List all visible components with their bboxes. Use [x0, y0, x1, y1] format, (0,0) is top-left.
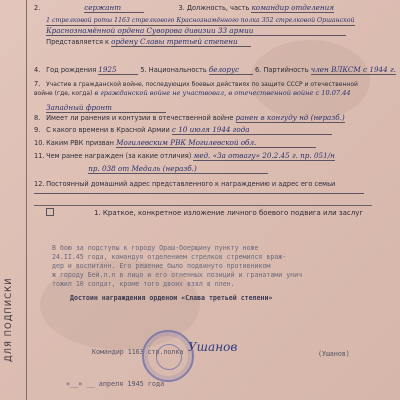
side-label: ДЛЯ ПОДПИСКИ — [4, 277, 14, 363]
form-row-rank — [34, 4, 334, 13]
birth-year-label: Год рождения — [46, 66, 97, 74]
checkbox-mark — [46, 208, 54, 216]
row-number: 12. — [34, 180, 45, 188]
form-row-war-participation — [34, 80, 374, 98]
feat-section-title: 1. Краткое, конкретное изложение личного боевого подвига или заслуг — [94, 209, 364, 217]
official-stamp — [142, 330, 194, 382]
award-recommendation: Достоин награждения орденом «Слава третьей степени» — [70, 294, 273, 302]
form-row-army-since — [34, 126, 332, 135]
form-row-address — [34, 180, 335, 188]
row-number: 7. — [34, 80, 41, 88]
form-row-prior-awards — [34, 152, 335, 161]
document-date: «__» __ апреля 1945 года — [66, 380, 165, 388]
feat-text-line: 24.II.45 года, командуя отделением стрелков стремился враж- — [52, 253, 287, 261]
commander-name: (Ушанов) — [318, 350, 350, 358]
rvk-value: Могилевским РВК Могилевской обл. — [116, 139, 316, 148]
nationality-label: 5. Национальность — [140, 66, 207, 74]
army-since-label: С какого времени в Красной Армии — [46, 126, 170, 134]
form-row-unit — [34, 16, 355, 26]
row-number: 9. — [34, 126, 41, 134]
feat-text-line: дер и воспитанн. Его решение было подвинуто противником — [52, 262, 271, 270]
form-row-nominated — [34, 38, 251, 47]
feat-text-line: ж городу Бей.п.п в лицо и его огненных позиций и гранатами унич — [52, 271, 303, 279]
rank-value: сержант — [84, 4, 144, 13]
feat-section-header — [34, 205, 372, 220]
margin-line — [26, 0, 27, 400]
unit-value-cont: Краснознамённой ордена Суворова дивизии 33 армии — [46, 27, 346, 36]
birth-year-value: 1925 — [98, 66, 138, 75]
row-number: 10. — [34, 139, 45, 147]
row-number: 2. — [34, 4, 41, 12]
prior-awards-label: Чем ранее награжден (за какие отличия) — [46, 152, 192, 160]
war-participation-value: в гражданской войне не участвовал, в отечественной войне с 10.07.44 — [94, 89, 351, 97]
row-number: 8. — [34, 114, 41, 122]
wounds-label: Имеет ли ранения и контузии в отечественной войне — [46, 114, 234, 122]
form-row-birth — [34, 66, 396, 75]
nationality-value: белорус — [209, 66, 253, 75]
row-number: 4. — [34, 66, 41, 74]
nominated-label: Представляется к — [46, 38, 110, 46]
form-row-wounds — [34, 114, 345, 123]
party-label: 6. Партийность — [254, 66, 309, 74]
signature: Ушанов — [188, 340, 238, 354]
unit-value: 1 стрелковой роты 1163 стрелкового Краснознамённого полка 352 стрелковой Оршанской — [46, 17, 355, 24]
wounds-value: ранен в конгуду нд (неразб.) — [235, 113, 345, 122]
commander-title: Командир 1163 стр.полка — [92, 348, 184, 356]
nominated-value: ордену Славы третьей степени — [111, 38, 251, 47]
army-since-value: с 10 июля 1944 года — [172, 126, 332, 135]
form-row-front — [34, 104, 166, 113]
prior-awards-value: мед. «За отвагу» 20.2.45 г. пр. 051/н — [193, 151, 335, 160]
feat-text-line: В бою за подступы к городу Ораш-Ооерщину пункту ноже — [52, 244, 259, 252]
form-row-rvk — [34, 139, 316, 148]
front-value: Западный фронт — [46, 104, 166, 113]
address-label: Постоянный домашний адрес представленного к награждению и адрес его семьи — [46, 180, 336, 188]
stamp-emblem — [156, 344, 182, 370]
address-blank-line — [34, 193, 364, 194]
row-number: 11. — [34, 152, 45, 160]
position-label: 3. Должность, часть — [178, 4, 250, 12]
rvk-label: Каким РВК призван — [46, 139, 114, 147]
form-row-unit-cont — [34, 27, 346, 36]
prior-awards-value-cont: пр. 038 от Медаль (неразб.) — [88, 165, 268, 174]
feat-text-line: тожил 10 солдат, кроме того двоих взял в плен. — [52, 280, 235, 288]
war-participation-label: Участие в гражданской войне, последующих боевых действиях по защите СССР и отечественной войне (где, когда) — [34, 81, 358, 97]
position-value: командир отделения — [251, 3, 335, 12]
party-value: член ВЛКСМ с 1944 г. — [310, 65, 396, 74]
form-row-prior-awards-cont — [34, 165, 268, 174]
